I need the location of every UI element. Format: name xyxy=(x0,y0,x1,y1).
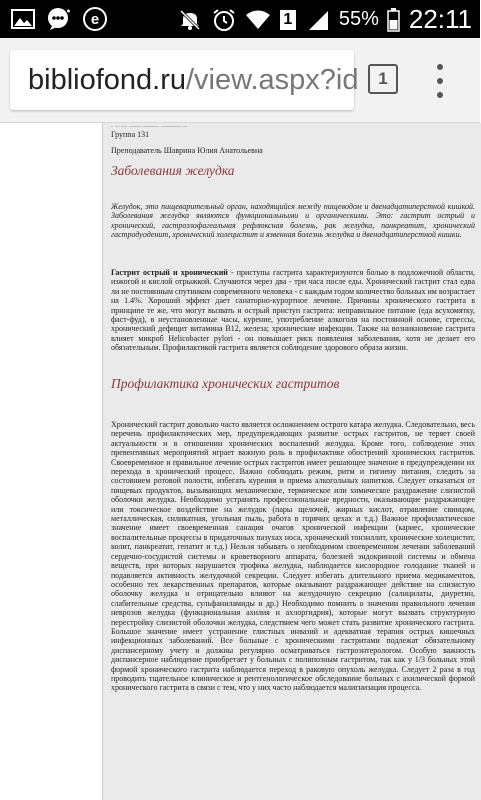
sim-badge xyxy=(279,8,297,32)
wifi-icon xyxy=(245,8,271,32)
image-icon xyxy=(10,7,36,31)
signal-icon xyxy=(305,8,331,32)
overflow-menu-button[interactable] xyxy=(432,64,448,98)
alarm-icon xyxy=(211,8,237,32)
e-app-icon xyxy=(82,7,108,31)
document-page xyxy=(102,120,481,800)
url-domain: bibliofond.ru xyxy=(28,64,186,96)
chat-icon xyxy=(46,7,72,31)
gastritis-title: Гастрит острый и хронический xyxy=(111,268,228,277)
system-icons xyxy=(177,4,472,35)
battery-percent: 55% xyxy=(338,8,379,30)
status-bar xyxy=(0,0,480,38)
clock: 22:11 xyxy=(408,4,472,34)
menu-dot-icon xyxy=(437,92,443,98)
address-bar[interactable] xyxy=(10,50,359,110)
menu-dot-icon xyxy=(437,64,443,70)
battery-icon xyxy=(387,8,401,32)
prevention-paragraph: Хронический гастрит довольно часто является осложнением острого катара желудка. Следовательно, весь перечень профилактических мер, предупреждающих развитие острых гастритов, не теряет своей актуальности и в отношении хронических воспалений желудка. Кроме того, соблюдение этих превентивных мероприятий играет важную роль в профилактике обострений хронических гастритов. Своевременное и правильное лечение острых гастритов имеет решающее значение в предупреждении их перехода в хронический процесс. Важно соблюдать режим, ритм и гигиену питания, следить за состоянием ротовой полости, избегать курения и приема алкогольных напитков. Следует отказаться от пищевых продуктов, вызывающих механическое, термическое или химическое раздражение слизистой оболочки желудка. Необходимо устранять профессиональные вредности, оказывающие раздражающее или токсическое воздействие на желудок (пары щелочей, жирных кислот, отравление свинцом, металлическая, силикатная, угольная пыль, работа в горячих цехах и т.д.) Важное профилактическое значение имеет своевременная санация очагов хронической инфекции (кариес, хронические воспалительные процессы в придаточных пазухах носа, хронический тонзиллит, хронические холецистит, колит, панкреатит, гепатит и т.д.) Нельзя забывать о необходимом своевременном лечении заболеваний сердечно-сосудистой системы и кроветворного аппарата, болезней эндокринной системы и обмена веществ, при которых нарушается трофика желудка, наблюдается кислородное голодание тканей и подавляется активность желудочной секреции. Следует избегать длительного приема медикаментов, особенно тех лекарственных препаратов, которые оказывают раздражающее действие на слизистую оболочку желудка и отрицательно влияют на желудочную секрецию (салицилаты, диуретин, слабительные средства, сульфаниламиды и др.) Необходимо помнить о значении правильного лечения неврозов желудка (функциональная ахилия и ахлоргидрия), которые могут вызвать структурную перестройку слизистой оболочки желудка, следствием чего может стать развитие хронического гастрита. Большое значение имеет устранение глистных инвазий и адекватная терапия острых кишечных инфекционных заболеваний. Все больные с хроническими гастритами подлежат обязательному диспансерному учету и должны регулярно осматриваться гастроэнтерологом. Особую важность диспансерное наблюдение приобретает у больных с полипозным гастритом, так как у 1/3 больных этой формой хронического гастрита наблюдается переход в раковую опухоль желудка. Следует 2 раза в год проводить тщательное клиническое и рентгенологическое обследование больных с ахилической формой хронического гастрита в связи с тем, что у них часто наблюдается малигнизация процесса. xyxy=(111,420,475,693)
sim-number: 1 xyxy=(280,10,296,30)
menu-dot-icon xyxy=(437,78,443,84)
url-text xyxy=(28,64,359,97)
teacher-line: Преподаватель Шаврина Юлия Анатольевна xyxy=(111,146,263,155)
web-content[interactable] xyxy=(0,120,480,800)
url-path: /view.aspx?id xyxy=(186,64,359,96)
group-line: Группа 131 xyxy=(111,130,150,139)
heading-stomach-diseases: Заболевания желудка xyxy=(111,163,235,178)
svg-text:e: e xyxy=(90,11,100,28)
browser-toolbar xyxy=(0,38,480,123)
notification-icons xyxy=(10,7,108,31)
heading-prevention: Профилактика хронических гастритов xyxy=(111,376,340,391)
gastritis-paragraph xyxy=(111,268,475,353)
mute-icon xyxy=(177,8,203,32)
tab-count: 1 xyxy=(378,69,388,88)
cut-off-text-line: . .. ... ...... ........ .......... .. xyxy=(111,120,187,129)
intro-paragraph: Желудок, это пищеварительный орган, находящийся между пищеводом и двенадцатиперстной кишкой. Заболевания желудка являются функциональными и органическими. Это: гастрит острый и хронический, гастроэзофагеальная рефлюксная болезнь, рак желудка, панкреатит, хронический гастродуоденит, хронический холецистит и язвенная болезнь желудка и двенадцатиперстной кишки. xyxy=(111,202,475,240)
tab-switcher-button[interactable] xyxy=(368,64,398,94)
gastritis-body: - приступы гастрита характеризуются болью в подложечной области, изжогой и кислой отрыжкой. Случаются через два - три часа после еды. Хронический гастрит стал едва ли не постоянным спутником современного человека - с каждым годом количество больных им возрастает на 1.4%. Хороший эффект дает санаторно-курортное лечение. Причины хронического гастрита в принципе те же, что могут вызвать и острый приступ гастрита: неправильное питание (еда всухомятку, фаст-фуд), в неустановленные часы, курение, употребление алкоголя на постоянной основе, стрессы, хронический дефицит витамина В12, железа; хронические инфекции. Также на возникновение гастрита влияет микроб Helicobacter pylori - он повышает риск появления заболевания, хотя не делает его обязательным. Профилактикой гастрита является соблюдение здорового образа жизни. xyxy=(111,268,476,353)
